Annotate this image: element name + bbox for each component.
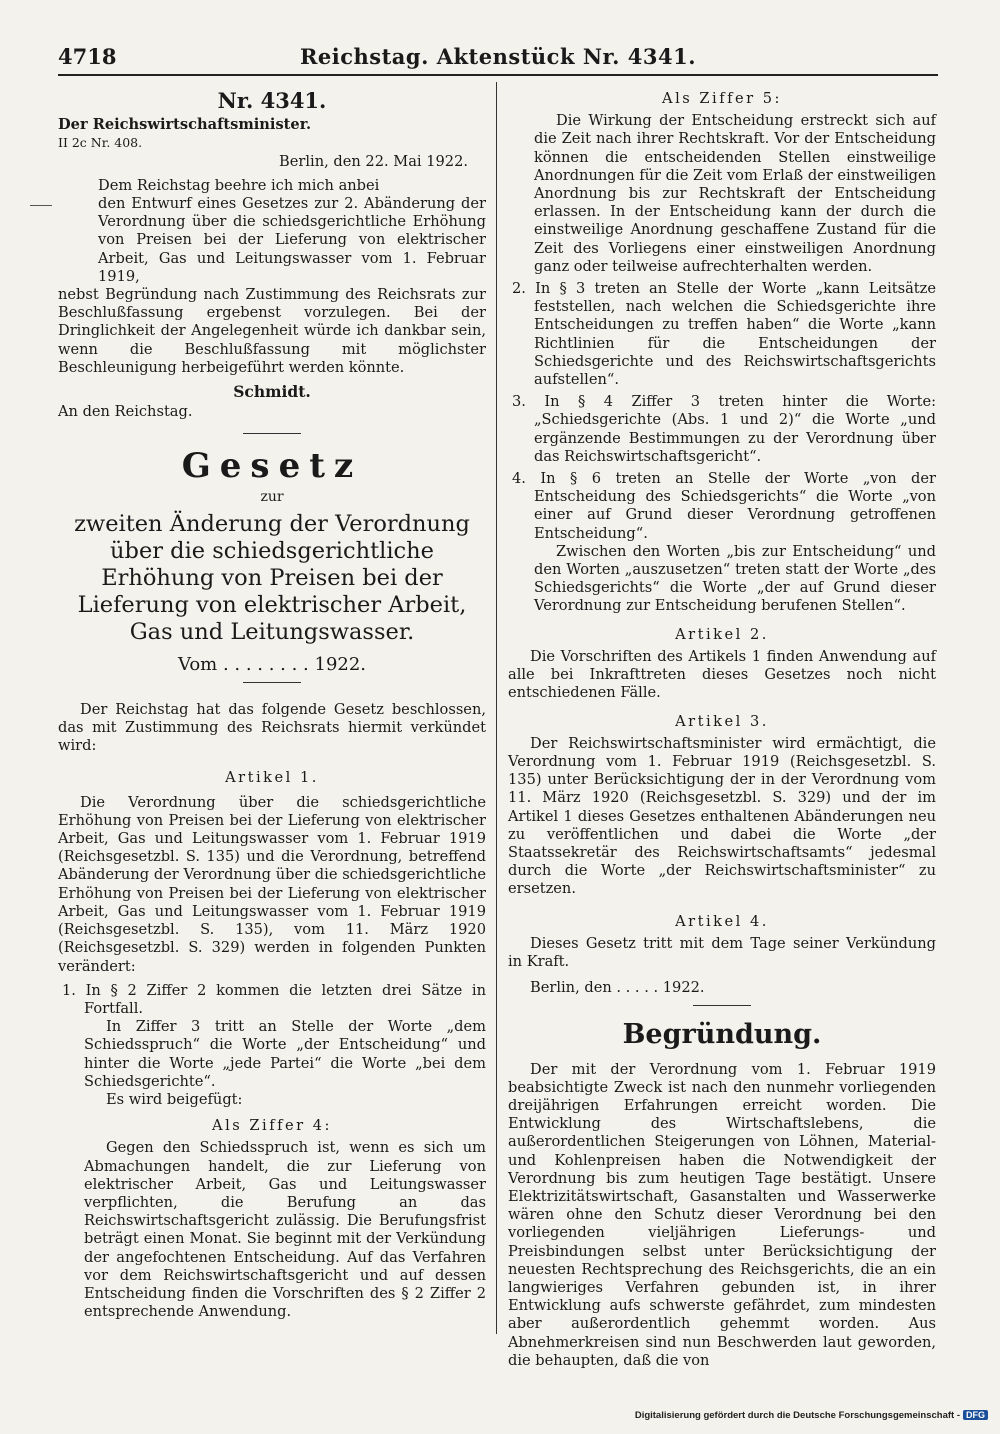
signature: Schmidt.: [233, 382, 311, 402]
letter-body: nebst Begründung nach Zustimmung des Reichsrats zur Beschlußfassung ergebenst vorzulegen. Bei der Dringlichkeit der Angelegenheit würde ich dankbar sein, wenn die Beschlußfassung mit möglichster Beschleunigung herbeigeführt werden könnte.: [58, 286, 486, 376]
law-subtitle: zweiten Änderung der Verordnung über die schiedsgerichtliche Erhöhung von Preisen bei der Lieferung von elektrischer Arbeit, Gas und Leitungswasser.: [74, 510, 470, 645]
letter-draft-description: den Entwurf eines Gesetzes zur 2. Abänderung der Verordnung über die schiedsgerichtliche Erhöhung von Preisen bei der Lieferung von elektrischer Arbeit, Gas und Leitungswasser vom 1. Februar 1919,: [98, 195, 486, 285]
document-number: Nr. 4341.: [217, 88, 327, 113]
item-1-addition: Es wird beigefügt:: [106, 1090, 243, 1108]
item-1-ziffer-3: In Ziffer 3 tritt an Stelle der Worte „dem Schiedsspruch“ die Worte „der Entscheidung“ und hinter die Worte „jede Partei“ die Worte „bei dem Schiedsgerichte“.: [84, 1018, 486, 1090]
item-4-text: 4. In § 6 treten an Stelle der Worte „von der Entscheidung des Schiedsgerichts“ die Worte „von einer auf Grund dieser Verordnung getroffenen Entscheidung“.: [512, 470, 936, 542]
running-title: Reichstag. Aktenstück Nr. 4341.: [299, 44, 697, 69]
letter-intro: Dem Reichstag beehre ich mich anbei: [98, 176, 380, 194]
article-3-text: Der Reichswirtschaftsminister wird ermächtigt, die Verordnung vom 1. Februar 1919 (Reichsgesetzbl. S. 135) unter Berücksichtigung der in der Verordnung vom 11. März 1920 (Reichsgesetzbl. S. 329) und der im Artikel 1 dieses Gesetzes enthaltenen Abänderungen neu zu veröffentlichen und dabei die Worte „der Staatssekretär des Reichswirtschaftsamts“ jedesmal durch die Worte „der Reichswirtschaftsminister“ zu ersetzen.: [508, 734, 936, 898]
law-title: Gesetz: [181, 446, 363, 487]
ziffer-4-heading: Als Ziffer 4:: [212, 1117, 332, 1135]
place-date: Berlin, den 22. Mai 1922.: [279, 152, 468, 170]
column-rule: [496, 82, 497, 1334]
article-2-text: Die Vorschriften des Artikels 1 finden Anwendung auf alle bei Inkrafttreten dieses Gesetzes noch nicht entschiedenen Fälle.: [508, 647, 936, 702]
sender-line: Der Reichswirtschaftsminister.: [58, 116, 312, 134]
ziffer-5-heading: Als Ziffer 5:: [662, 90, 782, 107]
item-3-text: 3. In § 4 Ziffer 3 treten hinter die Worte: „Schiedsgerichte (Abs. 1 und 2)“ die Worte „und ergänzende Bestimmungen zu der Verordnung über das Reichswirtschaftsgericht“.: [512, 393, 936, 465]
article-3-heading: Artikel 3.: [675, 712, 769, 730]
article-4-text: Dieses Gesetz tritt mit dem Tage seiner Verkündung in Kraft.: [508, 934, 936, 970]
separator-rule: [243, 682, 301, 683]
left-column: [58, 90, 486, 1321]
law-title-connector: zur: [260, 489, 284, 506]
article-1-heading: Artikel 1.: [225, 769, 319, 787]
margin-mark: [30, 205, 52, 206]
separator-rule: [243, 433, 301, 434]
credit-text: Digitalisierung gefördert durch die Deutsche Forschungsgemeinschaft -: [634, 1410, 960, 1421]
page-number: 4718: [58, 44, 117, 69]
article-1-text: Die Verordnung über die schiedsgerichtliche Erhöhung von Preisen bei der Lieferung von elektrischer Arbeit, Gas und Leitungswasser vom 1. Februar 1919 (Reichsgesetzbl. S. 135) und die Verordnung, betreffend Abänderung der Verordnung über die schiedsgerichtliche Erhöhung von Preisen bei der Lieferung von elektrischer Arbeit, Gas und Leitungswasser vom 1. Februar 1919 (Reichsgesetzbl. S. 135), vom 11. März 1920 (Reichsgesetzbl. S. 329) werden in folgenden Punkten verändert:: [58, 793, 486, 975]
justification-text: Der mit der Verordnung vom 1. Februar 1919 beabsichtigte Zweck ist nach den nunmehr vorliegenden dreijährigen Erfahrungen erreicht worden. Die Entwicklung des Wirtschaftslebens, die außerordentlichen Steigerungen von Löhnen, Material- und Kohlenpreisen haben die Notwendigkeit der Verordnung bis zum heutigen Tage bestätigt. Unsere Elektrizitätswirtschaft, Gasanstalten und Wasserwerke wären ohne den Schutz dieser Verordnung bei den vorliegenden vieljährigen Lieferungs- und Preisbindungen selbst unter Berücksichtigung der neuesten Rechtsprechung des Reichsgerichts, die an ein langwieriges Verfahren gebunden ist, in ihrer Entwicklung aufs schwerste gefährdet, zum mindesten aber außerordentlich gehemmt worden. Aus Abnehmerkreisen sind nun Beschwerden laut geworden, die behaupten, daß die von: [508, 1060, 936, 1369]
digitization-credit: [635, 1410, 988, 1421]
reference-number: II 2c Nr. 408.: [58, 135, 143, 151]
justification-title: Begründung.: [622, 1019, 822, 1051]
ziffer-4-text: Gegen den Schiedsspruch ist, wenn es sich um Abmachungen handelt, die zur Lieferung von elektrischer Arbeit, Gas und Leitungswasser verpflichten, die Berufung an das Reichswirtschaftsgericht zulässig. Die Berufungsfrist beträgt einen Monat. Sie beginnt mit der Verkündung der angefochtenen Entscheidung. Auf das Verfahren vor dem Reichswirtschaftsgericht und auf dessen Entscheidung finden die Vorschriften des § 2 Ziffer 2 entsprechende Anwendung.: [84, 1139, 486, 1321]
item-2-text: 2. In § 3 treten an Stelle der Worte „kann Leitsätze feststellen, nach welchen die Schiedsgerichte ihre Entscheidungen zu treffen haben“ die Worte „kann Richtlinien für die Entscheidungen der Schiedsgerichte und des Reichswirtschaftsgerichts aufstellen“.: [512, 280, 936, 389]
law-date: Vom . . . . . . . . 1922.: [177, 653, 367, 675]
article-4-heading: Artikel 4.: [675, 912, 769, 930]
ziffer-5-text: Die Wirkung der Entscheidung erstreckt sich auf die Zeit nach ihrer Rechtskraft. Vor der Entscheidung können die entscheidenden Stellen einstweilige Anordnungen für die Zeit vom Erlaß der einstweiligen Anordnung bis zur Rechtskraft der Entscheidung erlassen. In der Entscheidung kann der durch die einstweilige Anordnung geschaffene Zustand für die Zeit des Vorliegens einer einstweiligen Anordnung ganz oder teilweise aufrechterhalten werden.: [534, 112, 936, 275]
article-2-heading: Artikel 2.: [675, 625, 769, 643]
item-4-continuation: Zwischen den Worten „bis zur Entscheidung“ und den Worten „auszusetzen“ treten statt der Worte „des Schiedsgerichts“ die Worte „der auf Grund dieser Verordnung zur Entscheidung berufenen Stellen“.: [534, 542, 936, 615]
page-header: [58, 44, 938, 76]
item-1-text: 1. In § 2 Ziffer 2 kommen die letzten drei Sätze in Fortfall.: [62, 981, 486, 1017]
right-column: [508, 90, 936, 1370]
dfg-logo: DFG: [963, 1410, 988, 1420]
preamble: Der Reichstag hat das folgende Gesetz beschlossen, das mit Zustimmung des Reichsrats hiermit verkündet wird:: [58, 700, 486, 755]
separator-rule: [693, 1005, 751, 1006]
closing-date: Berlin, den . . . . . 1922.: [530, 979, 705, 997]
addressee: An den Reichstag.: [58, 403, 193, 421]
